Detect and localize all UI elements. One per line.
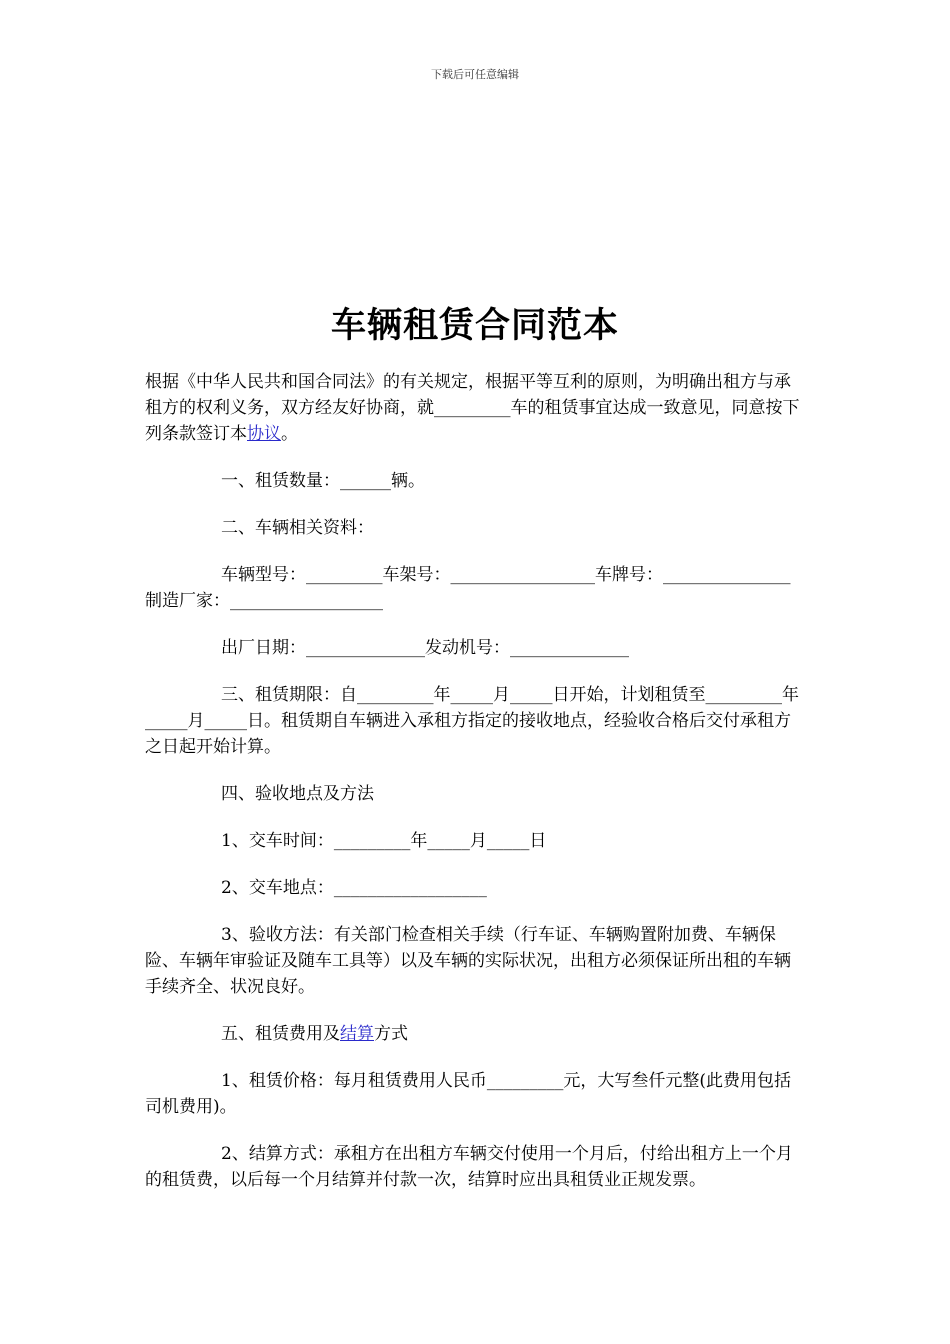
intro-end: 。 [281,424,298,444]
document-body [145,369,807,1214]
fees-heading-text: 五、租赁费用及 [221,1024,340,1044]
intro-paragraph [145,369,807,447]
agreement-link[interactable]: 协议 [247,424,281,444]
section-vehicle-info-heading: 二、车辆相关资料： [221,518,374,538]
document-title: 车辆租赁合同范本 [330,305,619,346]
delivery-time: 1、交车时间：_________年_____月_____日 [221,831,547,851]
intro-text: 根据《中华人民共和国合同法》的有关规定，根据平等互利的原则，为明确出租方与承租方的权利义务，双方经友好协商，就_________车的租赁事宜达成一致意见，同意按下列条款签订本 [145,372,800,444]
lease-price: 1、租赁价格：每月租赁费用人民币_________元，大写叁仟元整(此费用包括司机费用)。 [145,1071,791,1117]
vehicle-info-fields: 车辆型号：_________车架号：_________________车牌号：_______________制造厂家：__________________ [145,565,791,611]
page-header-note: 下载后可任意编辑 [431,68,519,81]
section-fees-heading [145,1021,807,1047]
inspection-method: 3、验收方法：有关部门检查相关手续（行车证、车辆购置附加费、车辆保险、车辆年审验证及随车工具等）以及车辆的实际状况，出租方必须保证所出租的车辆手续齐全、状况良好。 [145,925,791,997]
delivery-location: 2、交车地点：__________________ [221,878,487,898]
fees-heading-end: 方式 [374,1024,408,1044]
factory-info-fields: 出厂日期：______________发动机号：______________ [221,638,629,658]
settlement-method: 2、结算方式：承租方在出租方车辆交付使用一个月后，付给出租方上一个月的租赁费，以后每一个月结算并付款一次，结算时应出具租赁业正规发票。 [145,1144,793,1190]
settlement-link[interactable]: 结算 [340,1024,374,1044]
section-lease-period: 三、租赁期限：自_________年_____月_____日开始，计划租赁至_________年_____月_____日。租赁期自车辆进入承租方指定的接收地点，经验收合格后交付承租方之日起开始计算。 [145,685,799,757]
section-quantity: 一、租赁数量：______辆。 [221,471,425,491]
section-inspection-heading: 四、验收地点及方法 [221,784,374,804]
